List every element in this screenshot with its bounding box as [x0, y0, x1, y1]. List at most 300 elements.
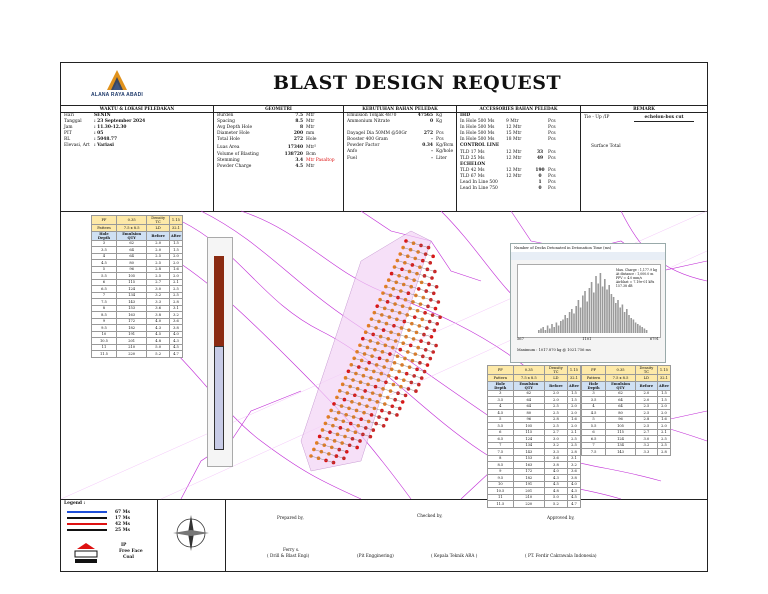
- table-cell: 201: [513, 488, 544, 495]
- table-cell: 182: [116, 325, 147, 332]
- ihd-heading: IHD: [460, 113, 471, 118]
- table-cell: 2.7: [544, 429, 567, 436]
- table-cell: 4.5: [92, 260, 117, 267]
- histogram-bar: [600, 273, 602, 333]
- table-cell: 2.8: [635, 416, 657, 423]
- histogram-plot: [517, 264, 661, 338]
- table-cell: 143: [513, 449, 544, 456]
- pf-cell: 7.5 x 8.5: [513, 375, 544, 382]
- histogram-bar: [569, 312, 571, 333]
- table-cell: 5: [488, 416, 514, 423]
- blast-hole: [367, 324, 371, 328]
- geometri-column: [214, 105, 344, 211]
- table-cell: 2.0: [657, 410, 670, 417]
- table-cell: 11.5: [92, 351, 117, 358]
- table-cell: 2.5: [544, 423, 567, 430]
- accessory-unit: Pcs: [548, 186, 556, 192]
- table-cell: 134: [606, 442, 636, 449]
- table-cell: 5.5: [582, 423, 606, 430]
- table-cell: 7.5: [92, 299, 117, 306]
- table-cell: 9: [92, 318, 117, 325]
- pf-cell: 0.35: [606, 366, 636, 375]
- table-cell: 5: [582, 416, 606, 423]
- row-unit: Hole: [306, 137, 317, 143]
- histogram-bar: [553, 327, 555, 333]
- blast-hole: [434, 307, 438, 311]
- histogram-bar: [624, 312, 626, 333]
- table-cell: 105: [513, 423, 544, 430]
- row-value: 272: [423, 131, 433, 137]
- table-cell: 9.5: [488, 475, 514, 482]
- row-value: -: [431, 155, 433, 161]
- table-cell: 163: [116, 312, 147, 319]
- pf-cell: 7.5 x 8.5: [116, 225, 147, 232]
- table-cell: 1.5: [169, 240, 182, 247]
- table-cell: 4.5: [582, 410, 606, 417]
- table-header: After: [567, 381, 580, 390]
- table-cell: 220: [116, 351, 147, 358]
- pf-cell: LD: [147, 225, 169, 232]
- histogram-bar: [633, 320, 635, 334]
- histogram-stat: At distance : 1,000.0 m: [615, 272, 654, 276]
- table-cell: 191: [513, 481, 544, 488]
- table-cell: 2.1: [169, 279, 182, 286]
- table-cell: 64: [606, 397, 636, 404]
- table-cell: 64: [513, 397, 544, 404]
- row-value: 8.5: [295, 119, 303, 125]
- row-label: Fuel: [347, 155, 357, 161]
- blast-hole: [401, 400, 405, 404]
- accessory-label: Lead In Line 750: [460, 186, 498, 192]
- table-row: [92, 351, 183, 358]
- row-label: Jam: [64, 125, 73, 131]
- table-cell: 3.1: [567, 455, 580, 462]
- table-cell: 163: [513, 462, 544, 469]
- table-cell: 5.0: [544, 494, 567, 501]
- pf-cell: 0.35: [116, 216, 147, 225]
- row-label: Total Hole: [217, 137, 240, 143]
- table-cell: 124: [513, 436, 544, 443]
- table-cell: 210: [116, 344, 147, 351]
- geometri-heading: GEOMETRI: [214, 105, 343, 113]
- table-cell: 115: [513, 429, 544, 436]
- table-header: Hole Depth: [92, 231, 117, 240]
- table-cell: 2.0: [635, 390, 657, 397]
- blast-hole: [352, 356, 356, 360]
- pf-cell: PF: [488, 366, 514, 375]
- waktu-column: [61, 105, 214, 211]
- arrow-icon: [67, 523, 107, 525]
- table-cell: 115: [116, 279, 147, 286]
- table-cell: 6.5: [488, 436, 514, 443]
- blast-hole: [429, 357, 433, 361]
- row-value: SENIN: [94, 113, 111, 118]
- table-cell: 3.8: [544, 462, 567, 469]
- accessory-unit: Pcs: [548, 167, 556, 173]
- row-value: 3.4: [295, 157, 303, 163]
- accessory-len: 12 Mtr: [506, 155, 522, 161]
- table-cell: 3.8: [567, 475, 580, 482]
- histogram-bar: [558, 326, 560, 334]
- table-cell: 2.5: [147, 253, 169, 260]
- table-cell: 8: [488, 455, 514, 462]
- table-cell: 7: [92, 292, 117, 299]
- accessory-qty: 190: [535, 167, 545, 173]
- accessory-len: 12 Mtr: [506, 173, 522, 179]
- table-cell: 11: [488, 494, 514, 501]
- legend-label: 25 Ms: [115, 527, 130, 533]
- table-header: Before: [544, 381, 567, 390]
- histogram-bar: [567, 318, 569, 333]
- row-label: Stemming: [217, 157, 240, 163]
- pf-cell: 7.5 x 8.5: [606, 375, 636, 382]
- legend-section: [61, 499, 707, 571]
- table-cell: 3.5: [92, 247, 117, 254]
- left-emulsion-table: [91, 215, 183, 358]
- table-cell: 2.8: [567, 449, 580, 456]
- table-cell: 4.0: [544, 468, 567, 475]
- table-cell: 4.8: [147, 338, 169, 345]
- table-cell: 4.5: [488, 410, 514, 417]
- table-cell: 2.5: [657, 442, 670, 449]
- table-cell: 3.6: [169, 318, 182, 325]
- table-cell: 4.5: [544, 481, 567, 488]
- table-cell: 6: [92, 279, 117, 286]
- prepared-by: Prepared by,: [277, 515, 304, 520]
- row-label: Powder Charge: [217, 163, 252, 169]
- table-cell: 210: [513, 494, 544, 501]
- histogram-bar: [591, 282, 593, 333]
- table-cell: 4.5: [567, 494, 580, 501]
- table-cell: 3.5: [488, 397, 514, 404]
- row-label: Diameter Hole: [217, 131, 250, 137]
- blast-hole: [385, 417, 389, 421]
- table-cell: 3: [92, 240, 117, 247]
- table-cell: 2.0: [169, 253, 182, 260]
- row-unit: mm: [306, 131, 315, 137]
- hole-profile-panel: [207, 237, 233, 467]
- histogram-bar: [604, 279, 606, 333]
- table-cell: 80: [116, 260, 147, 267]
- pf-cell: Density TC: [147, 216, 169, 225]
- row-label: Booster 400 Gram: [347, 137, 388, 143]
- table-cell: 4.7: [567, 501, 580, 508]
- arrow-icon: [67, 529, 107, 531]
- table-cell: 4.3: [169, 338, 182, 345]
- blast-hole: [430, 335, 434, 339]
- table-cell: 4.3: [147, 325, 169, 332]
- blast-hole: [431, 255, 435, 259]
- table-cell: 2.0: [567, 423, 580, 430]
- table-cell: 134: [116, 292, 147, 299]
- accessory-label: TLD 25 Ms: [460, 155, 485, 161]
- blast-hole: [432, 291, 436, 295]
- table-cell: 80: [606, 410, 636, 417]
- row-unit: Liter: [436, 155, 447, 161]
- accessory-label: TLD 42 Ms: [460, 167, 485, 173]
- table-cell: 2.7: [147, 279, 169, 286]
- table-header: Hole Depth: [582, 381, 606, 390]
- row-label: Avg Depth Hole: [217, 125, 253, 131]
- x-tick-label: 1101: [582, 337, 592, 341]
- row-unit: Mtr: [306, 163, 315, 169]
- histogram-bar: [540, 329, 542, 334]
- histogram-bar: [545, 330, 547, 333]
- row-unit: Kg/hole: [436, 149, 454, 155]
- row-value: 47565: [417, 113, 433, 118]
- right-emulsion-table-b: [581, 365, 671, 456]
- row-label: Spacing: [217, 119, 235, 125]
- row-label: PIT: [64, 131, 72, 137]
- histogram-bar: [549, 329, 551, 334]
- table-cell: 2.0: [544, 390, 567, 397]
- table-cell: 64: [606, 403, 636, 410]
- table-cell: 3.2: [567, 462, 580, 469]
- table-cell: 182: [513, 475, 544, 482]
- table-cell: 3.8: [169, 325, 182, 332]
- accessory-label: In Hole 500 Ms: [460, 137, 495, 143]
- row-label: Anfo: [347, 149, 358, 155]
- legend-label: 17 Ms: [115, 515, 130, 521]
- pf-cell: 1.15: [567, 366, 580, 375]
- company-name: ALANA RAYA ABADI: [91, 92, 144, 98]
- signer-role-2: (Pit Engginering): [357, 553, 394, 558]
- table-cell: 2.5: [567, 442, 580, 449]
- histogram-bar: [571, 309, 573, 333]
- table-cell: 7: [488, 442, 514, 449]
- table-cell: 105: [116, 273, 147, 280]
- histogram-bar: [606, 290, 608, 334]
- histogram-stat: 157.38 dB: [615, 284, 633, 288]
- histogram-bar: [626, 309, 628, 333]
- table-cell: 3.5: [582, 397, 606, 404]
- table-cell: 3.3: [635, 449, 657, 456]
- table-cell: 3.6: [567, 468, 580, 475]
- table-cell: 3.8: [147, 312, 169, 319]
- table-cell: 1.5: [657, 390, 670, 397]
- table-cell: 4.5: [147, 331, 169, 338]
- approved-by: Approved by,: [547, 515, 575, 520]
- table-cell: 2.0: [169, 273, 182, 280]
- table-cell: 2.8: [147, 266, 169, 273]
- table-cell: 153: [513, 455, 544, 462]
- accessory-qty: 33: [536, 149, 544, 155]
- info-section: [61, 105, 707, 212]
- table-cell: 3.0: [635, 436, 657, 443]
- blast-hole: [395, 413, 399, 417]
- table-cell: 2.0: [169, 260, 182, 267]
- blast-design-sheet: [60, 62, 708, 572]
- histogram-bar: [560, 321, 562, 333]
- row-value: -: [431, 149, 433, 155]
- legend-item: [67, 527, 130, 533]
- pf-cell: LD: [635, 375, 657, 382]
- table-cell: 1.6: [567, 416, 580, 423]
- row-value: : 11.30-12.30: [94, 125, 127, 131]
- tie-up-value: echelon-box cut: [634, 115, 694, 122]
- row-value: : 23 September 2024: [94, 119, 146, 125]
- charge-bar: [214, 346, 224, 450]
- histogram-bar: [622, 305, 624, 334]
- row-unit: Mtr: [306, 119, 315, 125]
- blast-hole: [427, 246, 431, 250]
- accessory-qty: [532, 137, 548, 143]
- blast-hole: [382, 424, 386, 428]
- table-cell: 134: [513, 442, 544, 449]
- remark-column: [581, 105, 707, 211]
- signer-role-4: ( PT. Ferdir Cakrawala Indonesia): [525, 553, 597, 558]
- histogram-bar: [586, 302, 588, 334]
- table-header: Hole Depth: [488, 381, 514, 390]
- table-cell: 220: [513, 501, 544, 508]
- table-cell: 2.5: [657, 436, 670, 443]
- pf-cell: 32.1: [169, 225, 182, 232]
- info-row: [344, 156, 456, 162]
- row-unit: Kg: [436, 119, 443, 125]
- accessory-label: In Hole 500 Ms: [460, 119, 495, 125]
- row-label: Hari: [64, 113, 74, 118]
- table-cell: 5.5: [488, 423, 514, 430]
- row-value: 4.5: [295, 163, 303, 169]
- accessory-label: Lead In Line 500: [460, 180, 498, 186]
- row-value: 17340: [287, 145, 303, 151]
- row-value: -: [431, 137, 433, 143]
- table-cell: 1.6: [657, 416, 670, 423]
- row-value: : 05: [94, 131, 104, 137]
- histogram-bar: [615, 303, 617, 333]
- pf-cell: Pattern: [488, 375, 514, 382]
- histogram-stat: Airblast = 7.19e-01 kPa: [615, 280, 655, 284]
- blast-hole: [435, 322, 439, 326]
- accessory-len: 18 Mtr: [506, 137, 522, 143]
- table-cell: 5: [92, 266, 117, 273]
- table-header: Before: [635, 381, 657, 390]
- table-cell: 2.8: [544, 416, 567, 423]
- table-cell: 4.3: [567, 488, 580, 495]
- table-cell: 2.0: [657, 403, 670, 410]
- table-cell: 80: [513, 410, 544, 417]
- table-cell: 7.5: [582, 449, 606, 456]
- pf-cell: Density TC: [544, 366, 567, 375]
- table-cell: 4.5: [169, 344, 182, 351]
- legend-ip: IP: [121, 543, 127, 548]
- table-cell: 10: [92, 331, 117, 338]
- arrow-icon: [67, 517, 107, 519]
- row-value: 0: [429, 119, 433, 125]
- pf-cell: Pattern: [92, 225, 117, 232]
- table-cell: 7.5: [488, 449, 514, 456]
- table-cell: 96: [606, 416, 636, 423]
- table-cell: 4.0: [169, 331, 182, 338]
- table-cell: 4.8: [544, 488, 567, 495]
- histogram-bar: [635, 323, 637, 334]
- free-face-icon: [71, 539, 101, 565]
- blast-hole: [318, 435, 322, 439]
- histogram-bar: [595, 276, 597, 333]
- table-cell: 11.5: [488, 501, 514, 508]
- table-cell: 2.8: [657, 449, 670, 456]
- info-row: [344, 119, 456, 125]
- legend-label: 42 Ms: [115, 521, 130, 527]
- surface-total: Surface Total: [591, 144, 621, 150]
- table-cell: 2.5: [544, 410, 567, 417]
- table-cell: 3.6: [147, 305, 169, 312]
- table-cell: 3.2: [147, 292, 169, 299]
- blast-hole: [428, 261, 432, 265]
- table-cell: 143: [116, 299, 147, 306]
- table-header: Emulsion QTY: [606, 381, 636, 390]
- kebutuhan-heading: KEBUTUHAN BAHAN PELEDAK: [344, 105, 456, 113]
- table-header: Emulsion QTY: [116, 231, 147, 240]
- row-label: Ammonium Nitrate: [347, 119, 390, 125]
- histogram-toolbar[interactable]: [511, 252, 665, 260]
- histogram-bar: [556, 323, 558, 334]
- signer-role-1: ( Drill & Blast Engi): [267, 553, 310, 558]
- accessory-qty: 1: [538, 180, 542, 186]
- stemming-bar: [214, 256, 224, 346]
- table-cell: 8.5: [488, 462, 514, 469]
- row-label: Dayagel Dia 50MM @50Gr: [347, 131, 407, 137]
- table-cell: 8.5: [92, 312, 117, 319]
- row-label: Elevasi, Art: [64, 143, 90, 149]
- histogram-bar: [578, 300, 580, 333]
- table-cell: 4.0: [147, 318, 169, 325]
- table-cell: 6: [582, 429, 606, 436]
- accessory-qty: 0: [538, 186, 542, 192]
- table-cell: 2.5: [169, 292, 182, 299]
- table-cell: 1.5: [567, 390, 580, 397]
- echelon-heading: ECHELON: [460, 161, 486, 167]
- table-cell: 2.8: [169, 299, 182, 306]
- table-header: After: [657, 381, 670, 390]
- blast-hole: [345, 450, 349, 454]
- table-cell: 2.5: [635, 410, 657, 417]
- table-cell: 4: [488, 403, 514, 410]
- legend-coal: Coal: [123, 555, 134, 560]
- legend-heading: Legend :: [64, 501, 86, 506]
- row-label: Volume of Blasting: [217, 151, 259, 157]
- blast-hole: [433, 270, 437, 274]
- table-cell: 3.2: [544, 442, 567, 449]
- table-header: Emulsion QTY: [513, 381, 544, 390]
- table-cell: 3: [488, 390, 514, 397]
- pf-cell: PF: [92, 216, 117, 225]
- histogram-bar: [608, 285, 610, 333]
- table-cell: 62: [513, 390, 544, 397]
- row-label: Burden: [217, 113, 234, 118]
- histogram-bar: [602, 287, 604, 334]
- accessory-row: [457, 186, 580, 192]
- accessory-label: TLD 67 Ms: [460, 173, 485, 179]
- histogram-title: Number of Decks Detonated in Detonation Time (ms): [511, 244, 665, 252]
- table-cell: 4.0: [567, 481, 580, 488]
- histogram-bar: [619, 308, 621, 334]
- blast-hole: [437, 300, 441, 304]
- histogram-bar: [584, 291, 586, 333]
- row-value: 8: [299, 125, 303, 131]
- histogram-window: [510, 243, 666, 363]
- row-value: 272: [293, 137, 303, 143]
- accessory-len: 12 Mtr: [506, 125, 522, 131]
- table-cell: 2.0: [147, 247, 169, 254]
- accessory-label: In Hole 500 Ms: [460, 131, 495, 137]
- table-cell: 143: [606, 449, 636, 456]
- table-cell: 2.0: [567, 410, 580, 417]
- legend-free-face: Free Face: [119, 549, 143, 554]
- table-cell: 5.0: [147, 344, 169, 351]
- histogram-bar: [593, 293, 595, 334]
- table-cell: 9: [488, 468, 514, 475]
